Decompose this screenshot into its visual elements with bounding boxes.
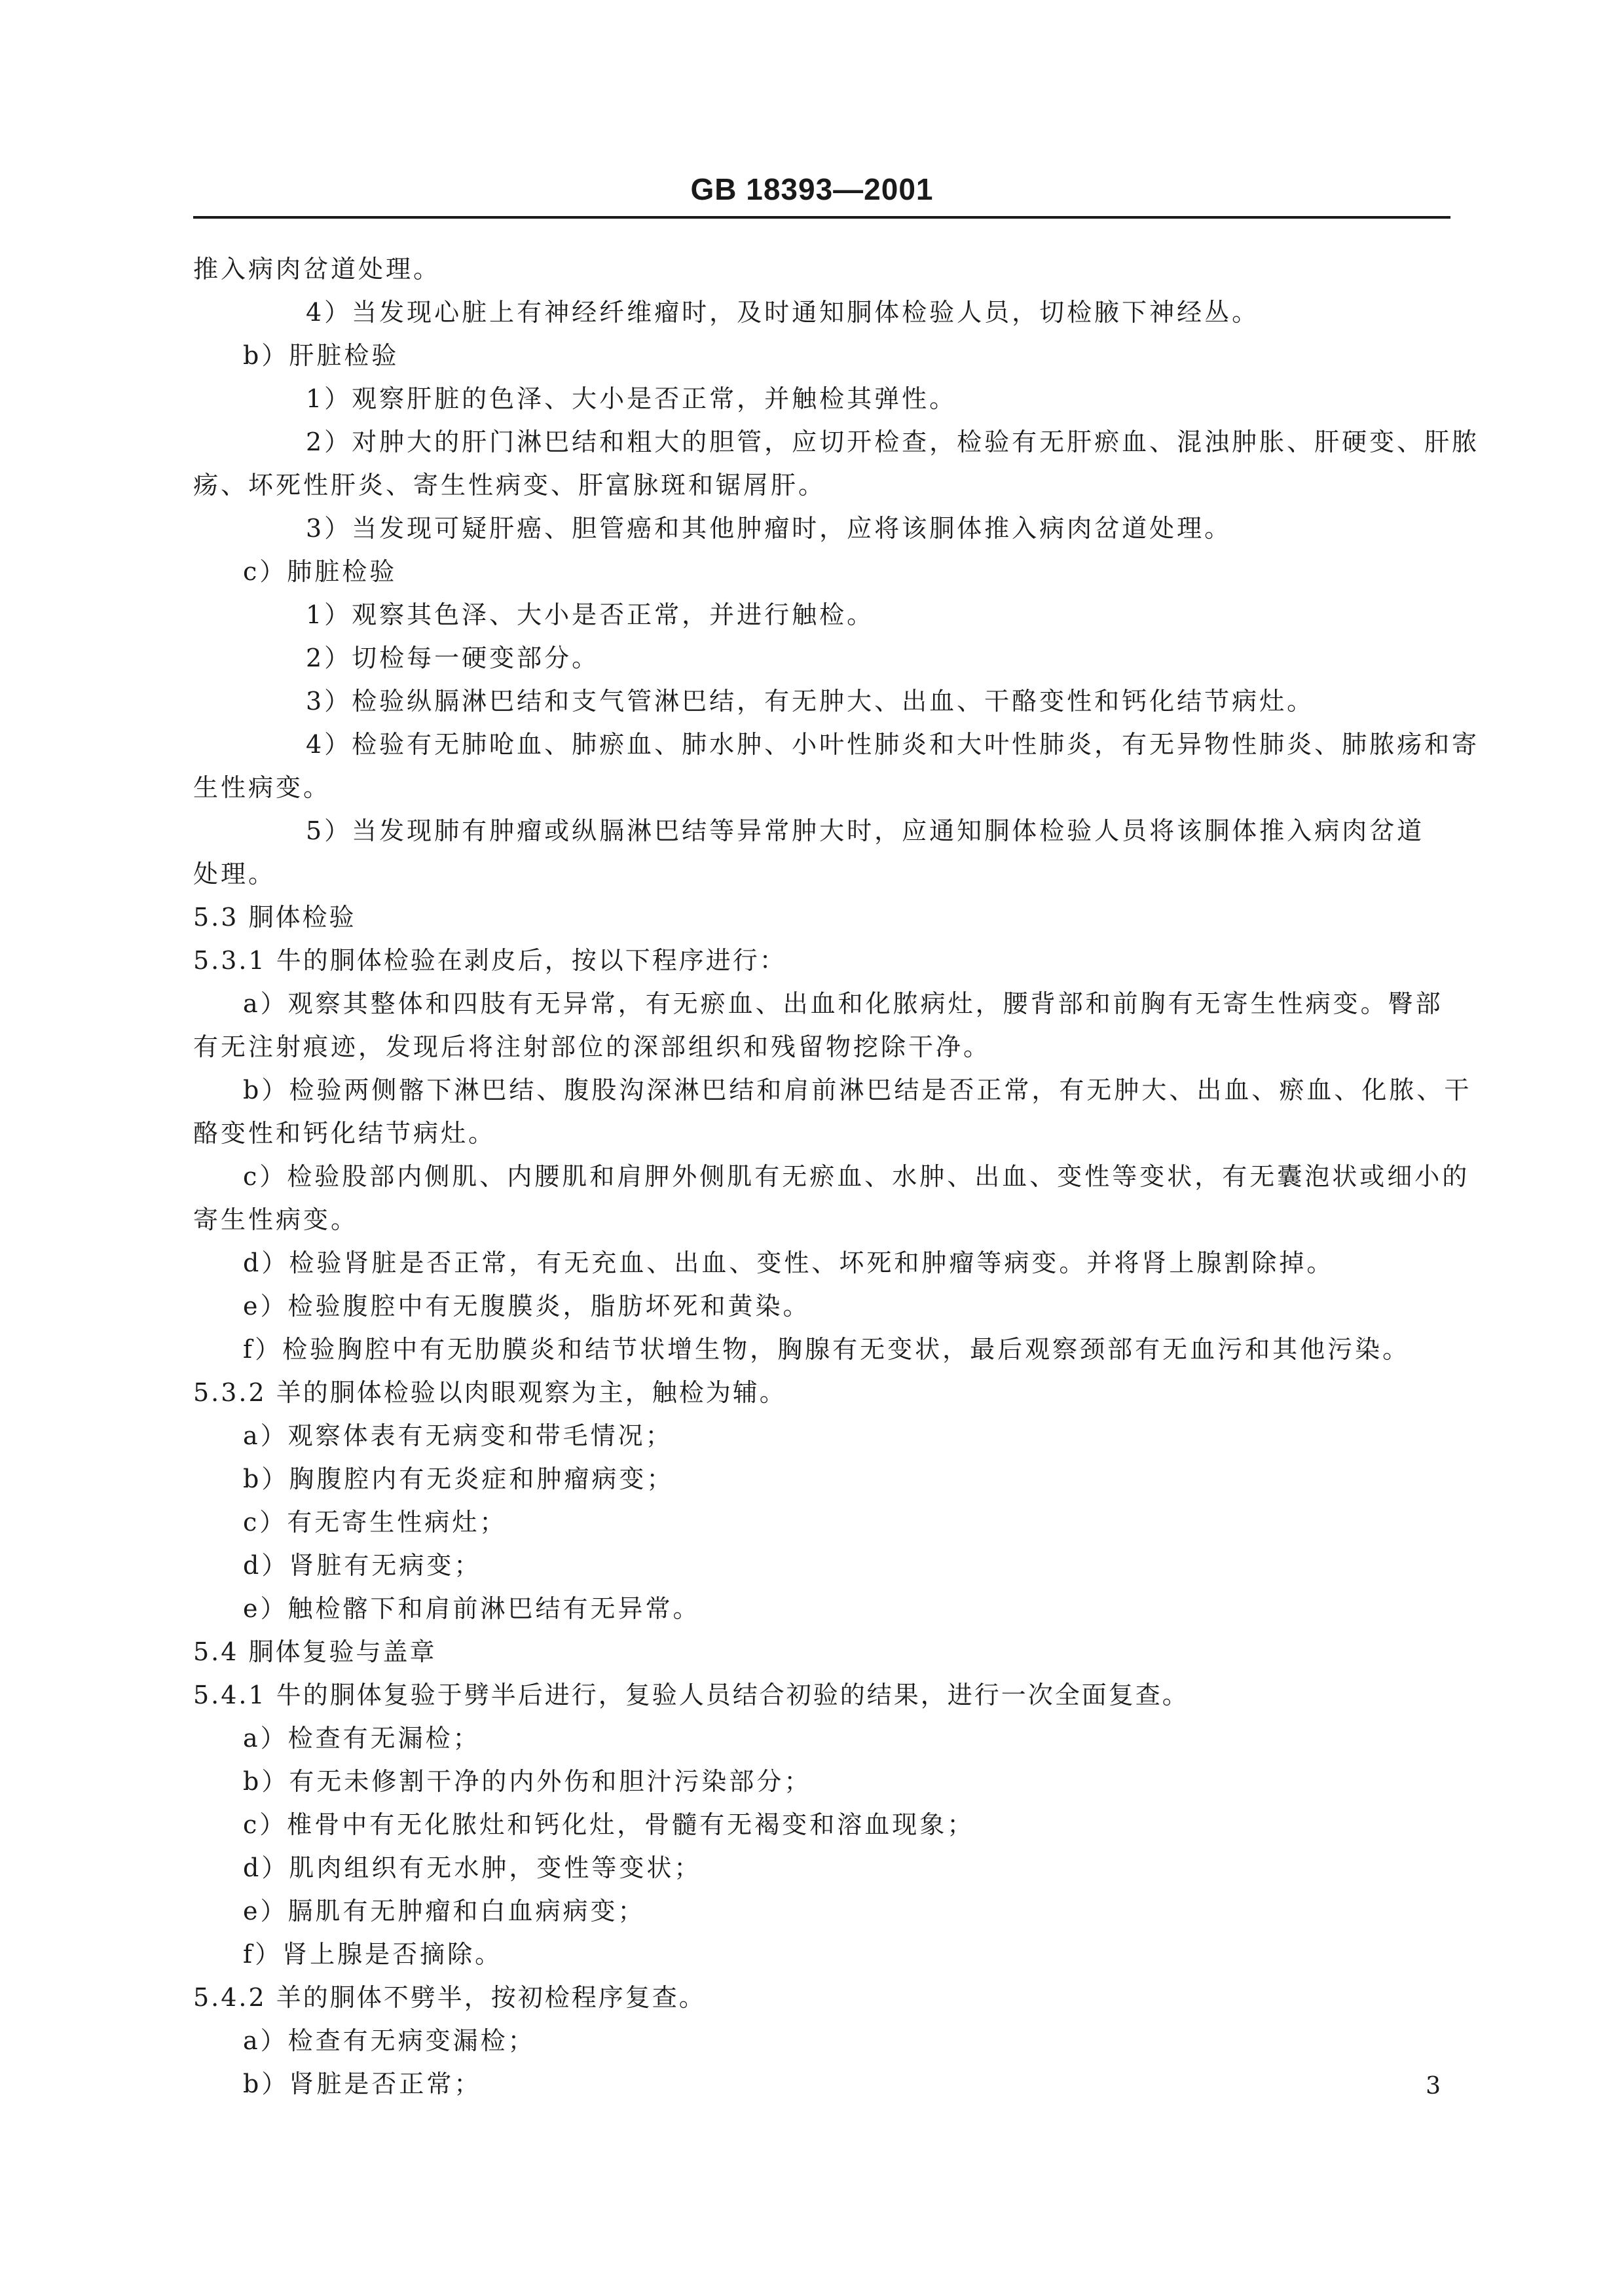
paragraph-line: 3）当发现可疑肝癌、胆管癌和其他肿瘤时，应将该胴体推入病肉岔道处理。 — [306, 514, 1232, 543]
paragraph-line: a）检查有无病变漏检； — [243, 2026, 536, 2055]
paragraph-line: 4）当发现心脏上有神经纤维瘤时，及时通知胴体检验人员，切检腋下神经丛。 — [306, 298, 1260, 327]
paragraph-line: b）胸腹腔内有无炎症和肿瘤病变； — [243, 1465, 674, 1493]
paragraph-line: 推入病肉岔道处理。 — [193, 255, 441, 283]
paragraph-line: 5）当发现肺有肿瘤或纵膈淋巴结等异常肿大时，应通知胴体检验人员将该胴体推入病肉岔道 — [306, 816, 1425, 845]
paragraph-line: 生性病变。 — [193, 773, 331, 802]
paragraph-line: 寄生性病变。 — [193, 1205, 359, 1234]
paragraph-line: d）检验肾脏是否正常，有无充血、出血、变性、坏死和肿瘤等病变。并将肾上腺割除掉。 — [243, 1248, 1335, 1277]
paragraph-line: c）检验股部内侧肌、内腰肌和肩胛外侧肌有无瘀血、水肿、出血、变性等变状，有无囊泡状或细小的 — [243, 1162, 1470, 1191]
paragraph-line: f）肾上腺是否摘除。 — [243, 1940, 503, 1969]
paragraph-line: b）肝脏检验 — [243, 341, 399, 370]
document-body — [193, 247, 1480, 2105]
paragraph-line: 2）切检每一硬变部分。 — [306, 644, 600, 672]
section-heading-line: 5.4.1 牛的胴体复验于劈半后进行，复验人员结合初验的结果，进行一次全面复查。 — [193, 1681, 1189, 1709]
paragraph-line: b）肾脏是否正常； — [243, 2069, 482, 2098]
paragraph-line: 酪变性和钙化结节病灶。 — [193, 1119, 496, 1148]
paragraph-line: d）肌肉组织有无水肿，变性等变状； — [243, 1853, 702, 1882]
paragraph-line: e）触检髂下和肩前淋巴结有无异常。 — [243, 1594, 701, 1623]
paragraph-line: 处理。 — [193, 860, 276, 888]
paragraph-line: 3）检验纵膈淋巴结和支气管淋巴结，有无肿大、出血、干酪变性和钙化结节病灶。 — [306, 687, 1315, 716]
paragraph-line: d）肾脏有无病变； — [243, 1551, 482, 1580]
paragraph-line: 1）观察其色泽、大小是否正常，并进行触检。 — [306, 600, 875, 629]
paragraph-line: f）检验胸腔中有无肋膜炎和结节状增生物，胸腺有无变状，最后观察颈部有无血污和其他污染。 — [243, 1335, 1411, 1364]
paragraph-line: c）肺脏检验 — [243, 557, 397, 586]
section-heading-line: 5.4.2 羊的胴体不劈半，按初检程序复查。 — [193, 1983, 706, 2012]
paragraph-line: c）有无寄生性病灶； — [243, 1508, 507, 1537]
paragraph-line: c）椎骨中有无化脓灶和钙化灶，骨髓有无褐变和溶血现象； — [243, 1810, 975, 1839]
paragraph-line: 1）观察肝脏的色泽、大小是否正常，并触检其弹性。 — [306, 384, 957, 413]
header-divider — [193, 216, 1450, 219]
section-heading-line: 5.4 胴体复验与盖章 — [193, 1637, 437, 1666]
paragraph-line: a）检查有无漏检； — [243, 1724, 481, 1753]
paragraph-line: b）有无未修割干净的内外伤和胆汁污染部分； — [243, 1767, 812, 1796]
paragraph-line: 有无注射痕迹，发现后将注射部位的深部组织和残留物挖除干净。 — [193, 1032, 991, 1061]
page-number: 3 — [1426, 2073, 1441, 2100]
paragraph-line: 4）检验有无肺呛血、肺瘀血、肺水肿、小叶性肺炎和大叶性肺炎，有无异物性肺炎、肺脓疡和寄 — [306, 730, 1480, 759]
paragraph-line: 2）对肿大的肝门淋巴结和粗大的胆管，应切开检查，检验有无肝瘀血、混浊肿胀、肝硬变、肝脓 — [306, 428, 1480, 456]
paragraph-line: a）观察体表有无病变和带毛情况； — [243, 1421, 673, 1450]
document-header-title: GB 18393—2001 — [690, 172, 934, 206]
paragraph-line: a）观察其整体和四肢有无异常，有无瘀血、出血和化脓病灶，腰背部和前胸有无寄生性病变。臀部 — [243, 989, 1443, 1018]
paragraph-line: e）膈肌有无肿瘤和白血病病变； — [243, 1897, 646, 1925]
section-heading-line: 5.3.1 牛的胴体检验在剥皮后，按以下程序进行： — [193, 946, 786, 975]
section-heading-line: 5.3 胴体检验 — [193, 903, 356, 932]
section-heading-line: 5.3.2 羊的胴体检验以肉眼观察为主，触检为辅。 — [193, 1378, 786, 1407]
paragraph-line: e）检验腹腔中有无腹膜炎，脂肪坏死和黄染。 — [243, 1292, 811, 1321]
paragraph-line: 疡、坏死性肝炎、寄生性病变、肝富脉斑和锯屑肝。 — [193, 471, 826, 500]
paragraph-line: b）检验两侧髂下淋巴结、腹股沟深淋巴结和肩前淋巴结是否正常，有无肿大、出血、瘀血、化脓、干 — [243, 1076, 1472, 1104]
